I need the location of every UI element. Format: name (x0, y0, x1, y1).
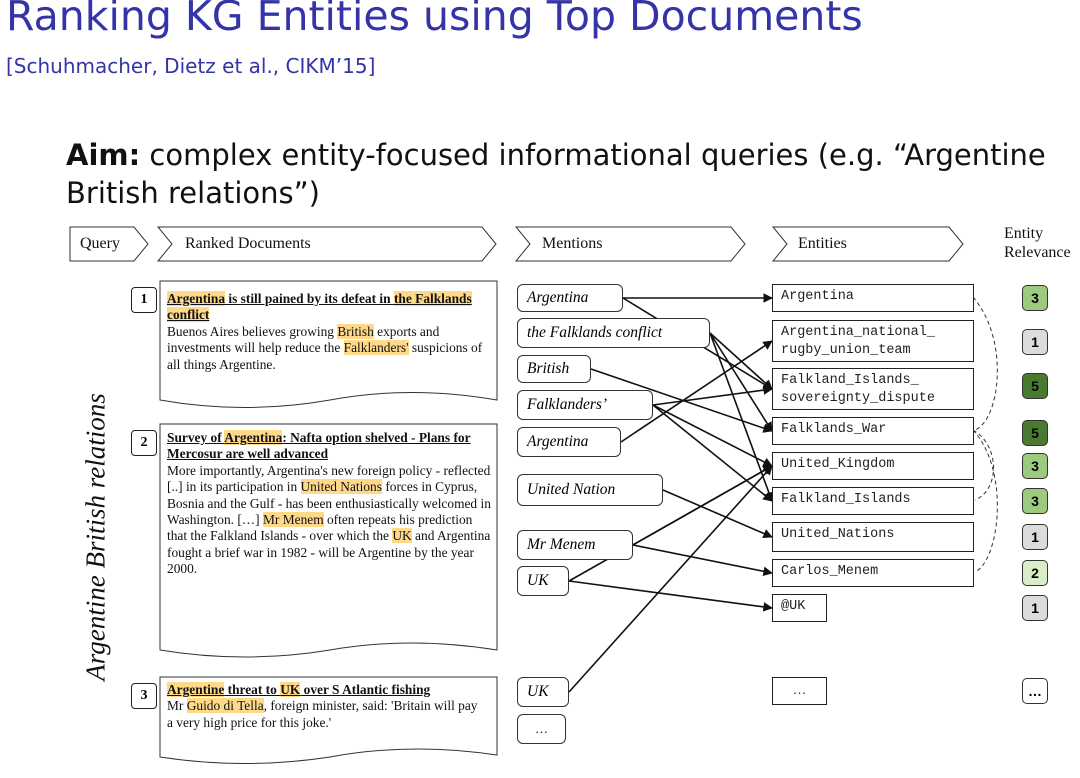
mention-box: Argentina (517, 427, 621, 457)
entity-relation-link (973, 297, 997, 430)
highlighted-mention: Argentina (167, 291, 226, 306)
entity-box: United_Kingdom (772, 452, 974, 480)
entity-relation-link (973, 430, 997, 572)
relevance-score-badge: 5 (1022, 373, 1048, 399)
entity-box: Falkland_Islands_ sovereignty_dispute (772, 368, 974, 410)
slide-title: Ranking KG Entities using Top Documents (6, 0, 863, 40)
query-text-vertical: Argentine British relations (80, 393, 111, 681)
mention-box: … (517, 714, 566, 744)
highlighted-mention: United Nations (300, 479, 382, 495)
relevance-score-badge: … (1022, 678, 1048, 704)
relevance-score-badge: 1 (1022, 329, 1048, 355)
entity-box: Carlos_Menem (772, 559, 974, 587)
document-title (167, 682, 430, 697)
documents-header-label: Ranked Documents (185, 235, 311, 252)
text-segment: forces in Cyprus, Bosnia and the Gulf - has been enthusiastically welcomed in Washington. […] (167, 479, 491, 528)
document-title (167, 291, 472, 322)
entity-box: Argentina_national_ rugby_union_team (772, 320, 974, 362)
highlighted-mention: British (337, 323, 374, 339)
document-rank-badge: 2 (131, 430, 157, 456)
relevance-score-badge: 2 (1022, 560, 1048, 586)
mention-box: British (517, 355, 591, 383)
highlighted-mention: Falklanders' (343, 340, 409, 356)
mention-box: the Falklands conflict (517, 318, 710, 348)
document-rank-badge: 1 (131, 287, 157, 313)
relevance-header-line1: Entity (1004, 225, 1044, 242)
document-title (167, 430, 471, 461)
document-text (167, 430, 492, 578)
mention-entity-arrow (569, 581, 772, 608)
entities-header-label: Entities (798, 235, 847, 252)
relevance-header-label (1004, 224, 1071, 262)
entity-box: Argentina (772, 284, 974, 312)
document-text (167, 682, 482, 731)
mention-box: UK (517, 566, 569, 596)
mentions-header-label: Mentions (542, 235, 603, 252)
text-segment: is still pained by its defeat in (225, 291, 394, 306)
highlighted-mention: UK (392, 528, 412, 544)
text-segment: Mr (167, 698, 187, 714)
mention-entity-arrow (633, 545, 772, 573)
relevance-score-badge: 3 (1022, 453, 1048, 479)
text-segment: Buenos Aires believes growing (167, 323, 338, 339)
text-segment: exports and investments will help reduce the (167, 323, 440, 356)
entity-relation-link (973, 430, 994, 500)
aim-text: complex entity-focused informational queries (e.g. “Argentine British relations”) (66, 138, 1046, 210)
relevance-score-badge: 5 (1022, 420, 1048, 446)
text-segment: More importantly, Argentina's new foreign policy - reflected [..] in its participation in (167, 462, 491, 495)
mention-box: Falklanders’ (517, 390, 653, 420)
mention-box: Argentina (517, 284, 623, 312)
text-segment: , foreign minister, said: 'Britain will pay a very high price for this joke.' (167, 698, 478, 730)
text-segment: over S Atlantic fishing (300, 682, 431, 697)
highlighted-mention: Argentine (167, 682, 225, 697)
relevance-score-badge: 1 (1022, 524, 1048, 550)
entity-box: @UK (772, 594, 827, 622)
text-segment: threat to (224, 682, 281, 697)
entity-box: Falkland_Islands (772, 487, 974, 515)
highlighted-mention: the Falklands conflict (167, 291, 472, 323)
entity-box: … (772, 677, 827, 705)
aim-label: Aim: (66, 138, 141, 172)
entity-box: United_Nations (772, 522, 974, 552)
highlighted-mention: Mr Menem (263, 512, 324, 528)
highlighted-mention: Argentina (224, 430, 283, 445)
slide-citation: [Schuhmacher, Dietz et al., CIKM’15] (6, 54, 376, 78)
relevance-score-badge: 3 (1022, 285, 1048, 311)
highlighted-mention: UK (280, 682, 301, 697)
text-segment: : Nafta option shelved - Plans for Mercosur are well advanced (167, 430, 471, 462)
mention-entity-arrow (653, 405, 772, 466)
text-segment: Survey of (167, 430, 225, 445)
text-segment: and Argentina fought a brief war in 1982 - will be Argentine by the year 2000. (167, 528, 491, 577)
document-rank-badge: 3 (131, 683, 157, 709)
text-segment: suspicions of all things Argentine. (167, 340, 483, 372)
relevance-score-badge: 1 (1022, 595, 1048, 621)
text-segment: often repeats his prediction that the Falkland Islands - over which the (167, 512, 473, 544)
mention-box: United Nation (517, 474, 663, 506)
entity-box: Falklands_War (772, 417, 974, 445)
highlighted-mention: Guido di Tella (186, 698, 264, 714)
relevance-score-badge: 3 (1022, 488, 1048, 514)
mention-box: UK (517, 677, 569, 707)
relevance-header-line2: Relevance (1004, 244, 1071, 261)
document-text (167, 291, 487, 373)
mention-box: Mr Menem (517, 530, 633, 560)
query-header-label: Query (80, 235, 120, 252)
